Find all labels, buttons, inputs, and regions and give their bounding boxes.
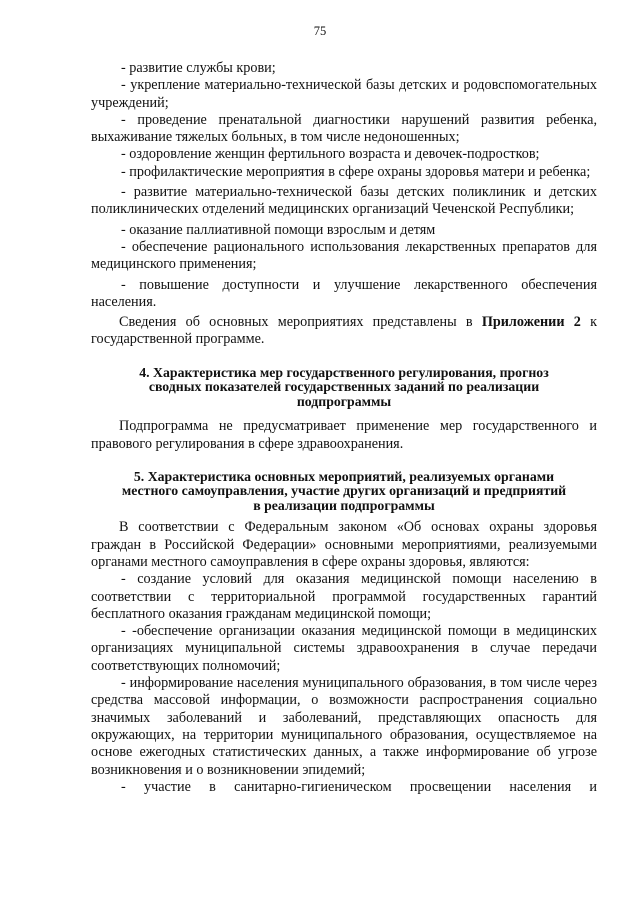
appendix-note-text-end: к государственной программе. (91, 314, 597, 348)
appendix-reference: Приложении 2 (481, 314, 581, 331)
section-heading-line: подпрограммы (296, 393, 392, 409)
list-item: - оказание паллиативной помощи взрослым и детям (121, 221, 436, 238)
list-item: - оздоровление женщин фертильного возраста и девочек-подростков; (121, 146, 540, 163)
section-heading-line: местного самоуправления, участие других организаций и предприятий (121, 483, 567, 499)
list-item: - информирование населения муниципального образования, в том числе через средства массовой информации, о возможности распространения социально значимых заболеваний и заболеваний, представляющих опасность для окружающих, на территории муниципального образования, осуществляемое на основе ежегодных статистических данных, а также информирование об угрозе возникновения и о возникновении эпидемий; (91, 675, 597, 778)
section-heading-line: 5. Характеристика основных мероприятий, реализуемых органами (133, 468, 555, 484)
section-heading (91, 366, 597, 410)
section-heading-line: 4. Характеристика мер государственного регулирования, прогноз (139, 364, 549, 380)
list-item: - участие в санитарно-гигиеническом просвещении населения и (121, 778, 597, 795)
list-item: - обеспечение рационального использования лекарственных препаратов для медицинского применения; (91, 238, 597, 273)
section-text: Подпрограмма не предусматривает применение мер государственного и правового регулирования в сфере здравоохранения. (91, 418, 597, 452)
appendix-note-text: Сведения об основных мероприятиях представлены в (119, 314, 482, 331)
list-item: - -обеспечение организации оказания медицинской помощи в медицинских организациях муниципальной системы здравоохранения в случае передачи соответствующих полномочий; (91, 623, 597, 674)
list-item: - проведение пренатальной диагностики нарушений развития ребенка, выхаживание тяжелых больных, в том числе недоношенных; (91, 111, 597, 146)
appendix-note (91, 314, 597, 349)
list-item: - повышение доступности и улучшение лекарственного обеспечения населения. (91, 276, 597, 310)
list-item: - создание условий для оказания медицинской помощи населению в соответствии с территориальной программой государственных гарантий бесплатного оказания гражданам медицинской помощи; (91, 571, 597, 622)
list-item: - развитие материально-технической базы детских поликлиник и детских поликлинических отделений медицинских организаций Чеченской Республики; (91, 184, 597, 218)
page-number: 75 (313, 24, 327, 38)
section-heading-line: сводных показателей государственных заданий по реализации (148, 379, 540, 395)
list-item: - укрепление материально-технической базы детских и родовспомогательных учреждений; (91, 77, 597, 111)
page-content (91, 60, 597, 796)
list-item: - развитие службы крови; (121, 60, 276, 76)
section-text: В соответствии с Федеральным законом «Об основах охраны здоровья граждан в Российской Федерации» основными мероприятиями, реализуемыми органами местного самоуправления в сфере охраны здоровья, являются: (91, 519, 597, 570)
section-heading-line: в реализации подпрограммы (253, 497, 435, 513)
list-item: - профилактические мероприятия в сфере охраны здоровья матери и ребенка; (121, 163, 591, 180)
section-heading (91, 470, 597, 514)
